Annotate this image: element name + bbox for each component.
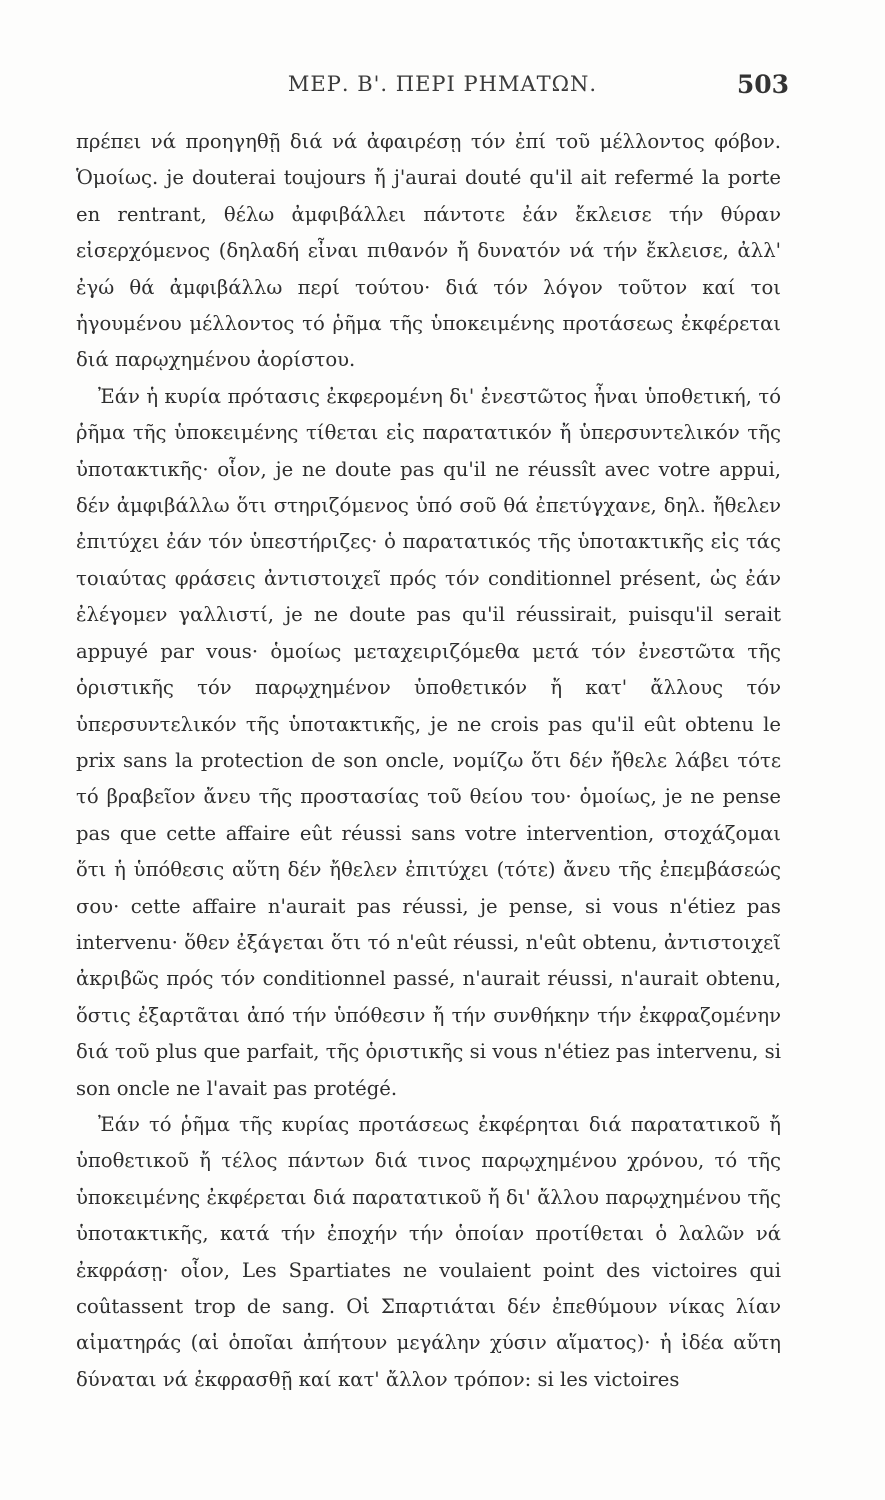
paragraph: Ἐάν ἡ κυρία πρότασις ἐκφερομένη δι' ἐνεστῶτος ἦναι ὑποθετική, τό ῥῆμα τῆς ὑποκειμένης τίθεται εἰς παρατατικόν ἤ ὑπερσυντελικόν τῆς ὑποτακτικῆς· οἷον, je ne doute pas qu'il ne réussît avec votre appui, δέν ἀμφιβάλλω ὅτι στηριζόμενος ὑπό σοῦ θά ἐπετύγχανε, δηλ. ἤθελεν ἐπιτύχει ἐάν τόν ὑπεστήριζες· ὁ παρατατικός τῆς ὑποτακτικῆς εἰς τάς τοιαύτας φράσεις ἀντιστοιχεῖ πρός τόν conditionnel présent, ὡς ἐάν ἐλέγομεν γαλλιστί, je ne doute pas qu'il réussirait, puisqu'il serait appuyé par vous· ὁμοίως μεταχειριζόμεθα μετά τόν ἐνεστῶτα τῆς ὁριστικῆς τόν παρῳχημένον ὑποθετικόν ἤ κατ' ἄλλους τόν ὑπερσυντελικόν τῆς ὑποτακτικῆς, je ne crois pas qu'il eût obtenu le prix sans la protection de son oncle, νομίζω ὅτι δέν ἤθελε λάβει τότε τό βραβεῖον ἄνευ τῆς προστασίας τοῦ θείου του· ὁμοίως, je ne pense pas que cette affaire eût réussi sans votre intervention, στοχάζομαι ὅτι ἡ ὑπόθεσις αὕτη δέν ἤθελεν ἐπιτύχει (τότε) ἄνευ τῆς ἐπεμβάσεώς σου· cette affaire n'aurait pas réussi, je pense, si vous n'étiez pas intervenu· ὅθεν ἐξάγεται ὅτι τό n'eût réussi, n'eût obtenu, ἀντιστοιχεῖ ἀκριβῶς πρός τόν conditionnel passé, n'aurait réussi, n'aurait obtenu, ὅστις ἐξαρτᾶται ἀπό τήν ὑπόθεσιν ἤ τήν συνθήκην τήν ἐκφραζομένην διά τοῦ plus que parfait, τῆς ὁριστικῆς si vous n'étiez pas intervenu, si son oncle ne l'avait pas protégé. — [76, 384, 781, 1100]
paragraph: πρέπει νά προηγηθῇ διά νά ἀφαιρέσῃ τόν ἐπί τοῦ μέλλοντος φόβον. Ὁμοίως. je douterai toujours ἤ j'aurai douté qu'il ait refermé la porte en rentrant, θέλω ἀμφιβάλλει πάντοτε ἐάν ἔκλεισε τήν θύραν εἰσερχόμενος (δηλαδή εἶναι πιθανόν ἤ δυνατόν νά τήν ἔκλεισε, ἀλλ' ἐγώ θά ἀμφιβάλλω περί τούτου· διά τόν λόγον τοῦτον καί τοι ἡγουμένου μέλλοντος τό ῥῆμα τῆς ὑποκειμένης προτάσεως ἐκφέρεται διά παρῳχημένου ἀορίστου. — [76, 130, 781, 372]
paragraph: Ἐάν τό ῥῆμα τῆς κυρίας προτάσεως ἐκφέρηται διά παρατατικοῦ ἤ ὑποθετικοῦ ἤ τέλος πάντων διά τινος παρῳχημένου χρόνου, τό τῆς ὑποκειμένης ἐκφέρεται διά παρατατικοῦ ἤ δι' ἄλλου παρῳχημένου τῆς ὑποτακτικῆς, κατά τήν ἐποχήν τήν ὁποίαν προτίθεται ὁ λαλῶν νά ἐκφράσῃ· οἷον, Les Spartiates ne voulaient point des victoires qui coûtassent trop de sang. Οἱ Σπαρτιάται δέν ἐπεθύμουν νίκας λίαν αἱματηράς (αἱ ὁποῖαι ἀπήτουν μεγάλην χύσιν αἵματος)· ἡ ἰδέα αὕτη δύναται νά ἐκφρασθῇ καί κατ' ἄλλον τρόπον: si les victoires — [76, 1112, 781, 1391]
page-header — [0, 70, 885, 110]
page-number: 503 — [736, 70, 789, 99]
running-head: ΜΕΡ. Β'. ΠΕΡΙ ΡΗΜΑΤΩΝ. — [287, 72, 598, 96]
body-text — [76, 124, 781, 1398]
